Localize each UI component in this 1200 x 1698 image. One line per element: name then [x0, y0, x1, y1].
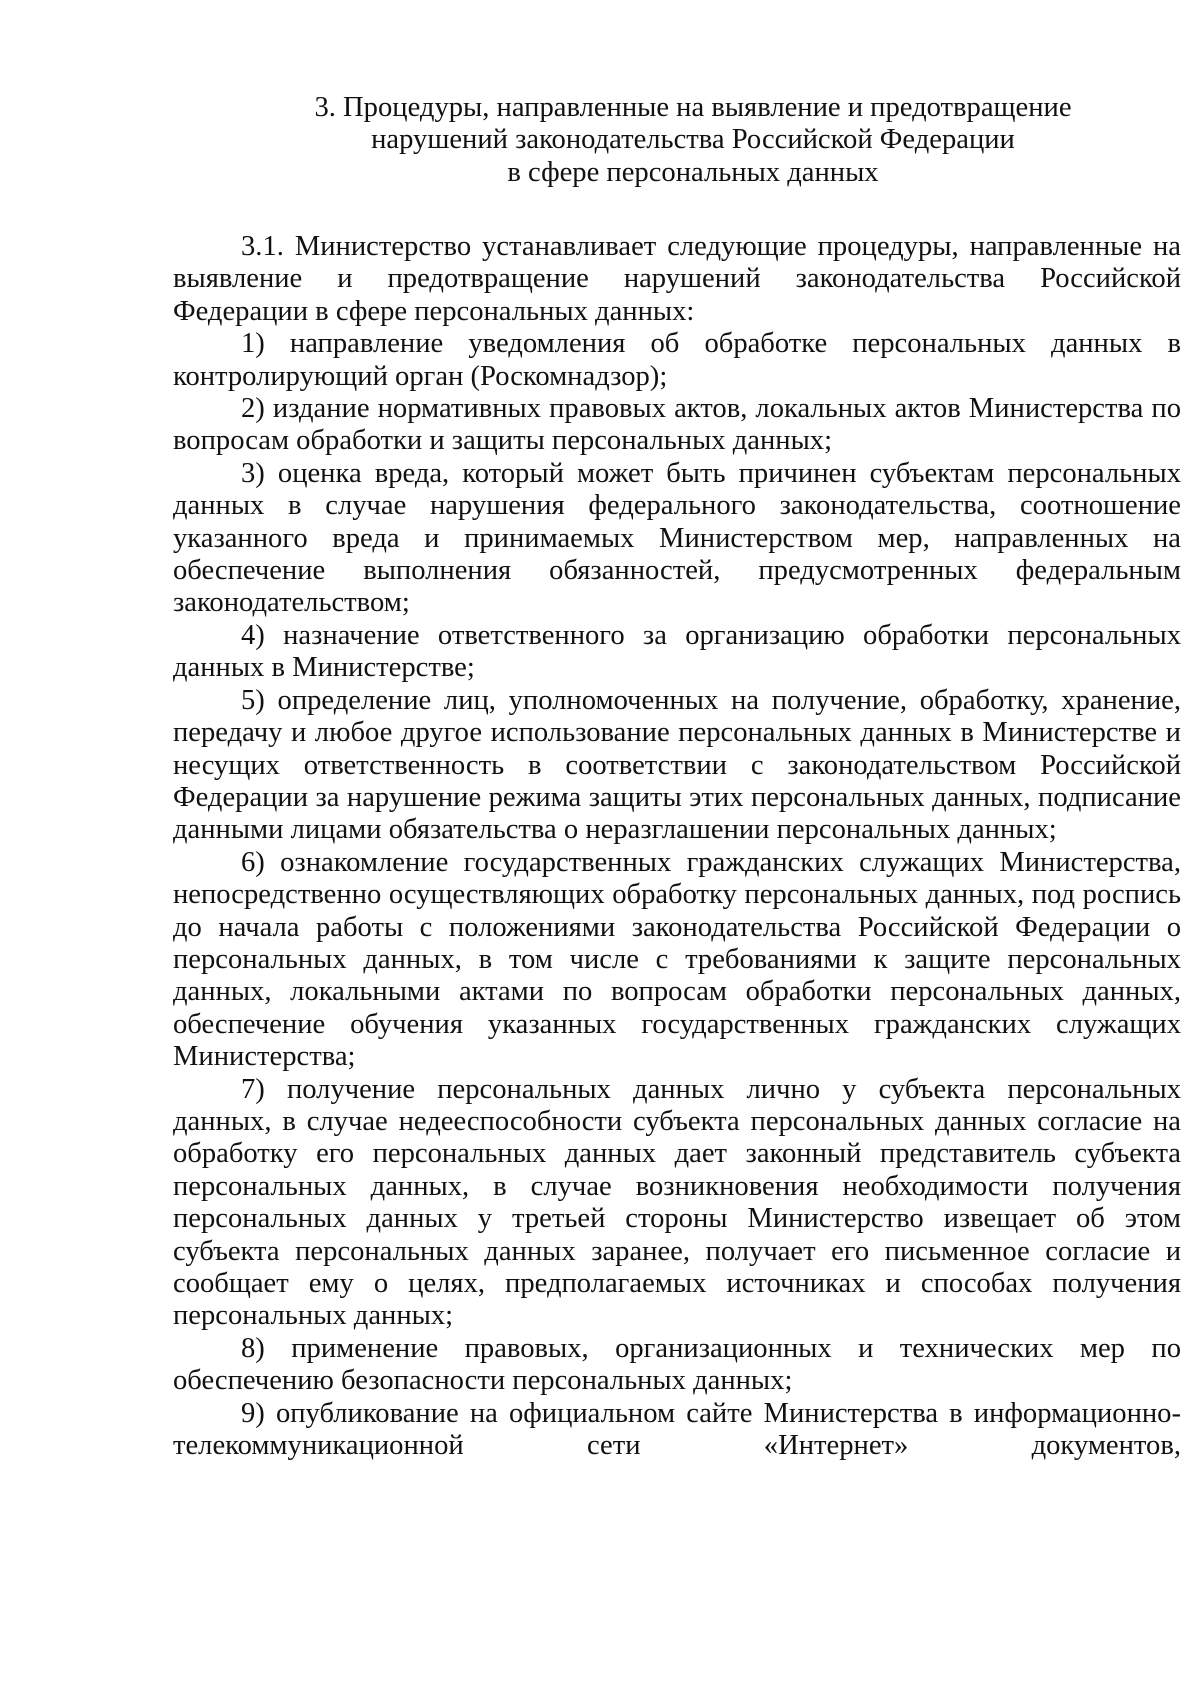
list-item-3: 3) оценка вреда, который может быть причинен субъектам персональных данных в случае нарушения федерального законодательства, соотношение указанного вреда и принимаемых Министерством мер, направленных на обеспечение выполнения обязанностей, предусмотренных федеральным законодательством; [173, 457, 1181, 619]
list-item-5: 5) определение лиц, уполномоченных на получение, обработку, хранение, передачу и любое другое использование персональных данных в Министерстве и несущих ответственность в соответствии с законодательством Российской Федерации за нарушение режима защиты этих персональных данных, подписание данными лицами обязательства о неразглашении персональных данных; [173, 684, 1181, 846]
clause-3-1-intro: 3.1. Министерство устанавливает следующие процедуры, направленные на выявление и предотвращение нарушений законодательства Российской Федерации в сфере персональных данных: [173, 231, 1181, 327]
list-item-7: 7) получение персональных данных лично у субъекта персональных данных, в случае недееспособности субъекта персональных данных согласие на обработку его персональных данных дает законный представитель субъекта персональных данных, в случае возникновения необходимости получения персональных данных у третьей стороны Министерство извещает об этом субъекта персональных данных заранее, получает его письменное согласие и сообщает ему о целях, предполагаемых источниках и способах получения персональных данных; [173, 1073, 1181, 1332]
list-item-4: 4) назначение ответственного за организацию обработки персональных данных в Министерстве; [173, 619, 1181, 684]
list-item-9: 9) опубликование на официальном сайте Министерства в информационно-телекоммуникационной сети «Интернет» документов, [173, 1397, 1181, 1462]
list-item-1: 1) направление уведомления об обработке персональных данных в контролирующий орган (Роскомнадзор); [173, 328, 1181, 392]
section-heading-line-2: нарушений законодательства Российской Федерации [371, 124, 1015, 156]
section-heading [160, 92, 1190, 189]
list-item-8: 8) применение правовых, организационных и технических мер по обеспечению безопасности персональных данных; [173, 1332, 1181, 1397]
document-body [173, 231, 1181, 1462]
list-item-6: 6) ознакомление государственных гражданских служащих Министерства, непосредственно осуществляющих обработку персональных данных, под роспись до начала работы с положениями законодательства Российской Федерации о персональных данных, в том числе с требованиями к защите персональных данных, локальными актами по вопросам обработки персональных данных, обеспечение обучения указанных государственных гражданских служащих Министерства; [173, 846, 1181, 1073]
list-item-2: 2) издание нормативных правовых актов, локальных актов Министерства по вопросам обработки и защиты персональных данных; [173, 393, 1181, 457]
section-heading-line-3: в сфере персональных данных [507, 156, 879, 188]
section-heading-line-1: 3. Процедуры, направленные на выявление и предотвращение [314, 92, 1072, 123]
